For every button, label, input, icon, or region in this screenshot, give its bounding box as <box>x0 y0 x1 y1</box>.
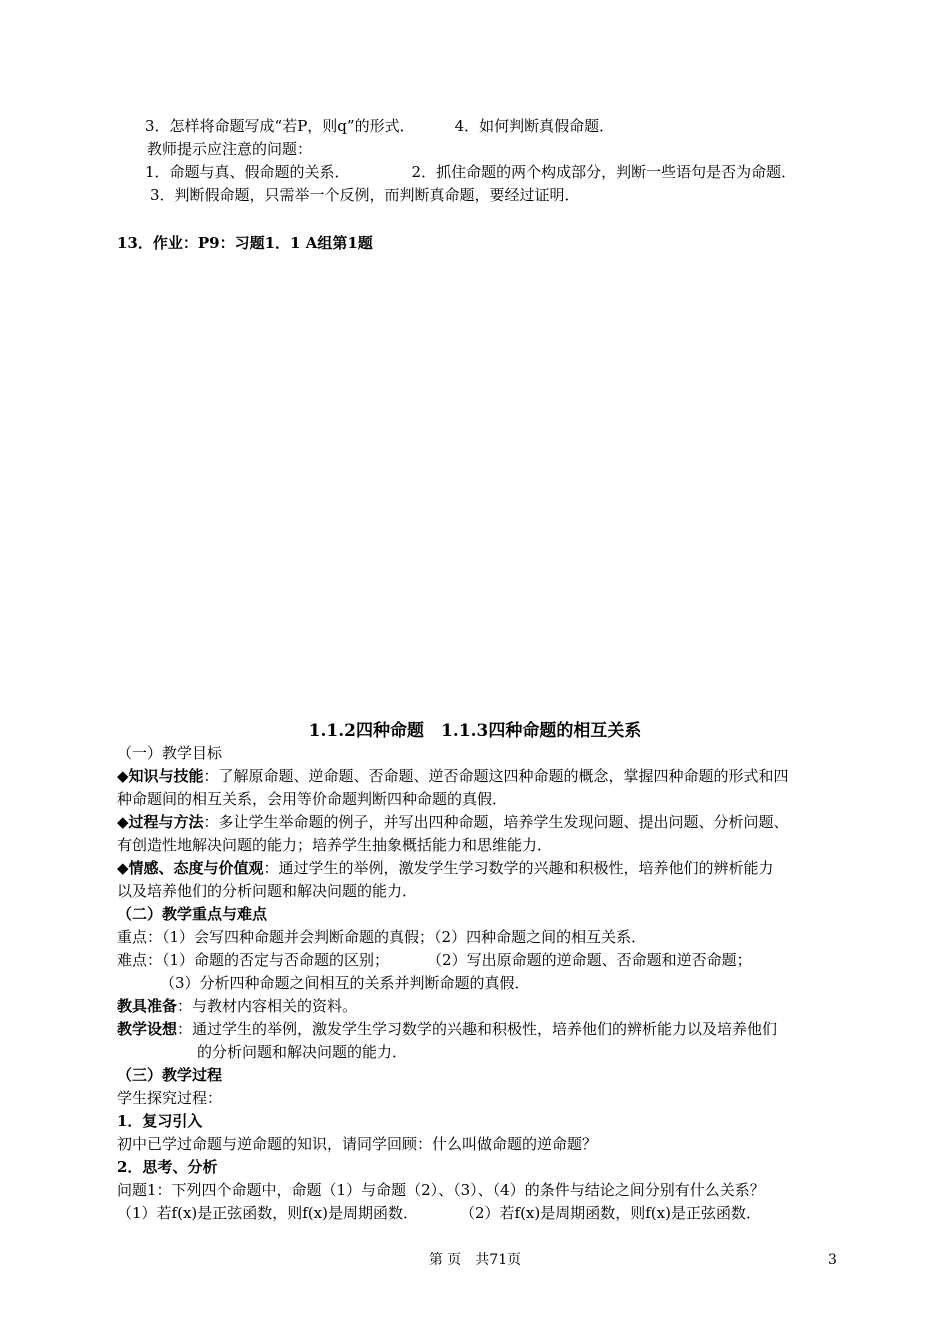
question-1: 问题1：下列四个命题中，命题（1）与命题（2）、（3）、（4）的条件与结论之间分别有什么关系？ <box>117 1181 765 1199</box>
process-text: ：多让学生举命题的例子，并写出四种命题，培养学生发现问题、提出问题、分析问题、 <box>203 813 789 831</box>
hint-1: 1．命题与真、假命题的关系． <box>145 163 350 181</box>
idea-label: 教学设想 <box>117 1020 178 1038</box>
process-line-2: 有创造性地解决问题的能力；培养学生抽象概括能力和思维能力． <box>117 836 553 854</box>
question-items <box>117 1202 761 1224</box>
idea-line-2: 的分析问题和解决问题的能力． <box>197 1043 408 1061</box>
keypoints-heading: （二）教学重点与难点 <box>117 905 268 923</box>
page-footer: 第 页 共71页 <box>428 1252 522 1268</box>
explore-line: 学生探究过程： <box>117 1089 223 1107</box>
emotion-label: ◆情感、态度与价值观 <box>117 859 264 877</box>
review-heading: 1．复习引入 <box>117 1112 203 1130</box>
key-line: 重点：（1）会写四种命题并会判断命题的真假；（2）四种命题之间的相互关系． <box>117 928 647 946</box>
knowledge-line-2: 种命题间的相互关系，会用等价命题判断四种命题的真假． <box>117 790 508 808</box>
difficulty-b: （2）写出原命题的逆命题、否命题和逆否命题； <box>427 951 752 969</box>
idea-line-1 <box>117 1018 777 1040</box>
hint-2: 2．抓住命题的两个构成部分，判断一些语句是否为命题． <box>411 163 797 181</box>
think-heading: 2．思考、分析 <box>117 1158 218 1176</box>
idea-text: ：通过学生的举例，激发学生学习数学的兴趣和积极性，培养他们的辨析能力以及培养他们 <box>177 1020 778 1038</box>
section-title: 1.1.2四种命题 1.1.3四种命题的相互关系 <box>308 721 642 741</box>
emotion-line-2: 以及培养他们的分析问题和解决问题的能力． <box>117 882 418 900</box>
teacher-hint-heading: 教师提示应注意的问题： <box>147 140 313 158</box>
tools-line <box>117 995 357 1017</box>
difficulty-line-1 <box>117 949 752 971</box>
text-line <box>145 115 614 137</box>
point-3: 3．怎样将命题写成“若P，则q”的形式． <box>145 117 415 135</box>
process-heading: （三）教学过程 <box>117 1066 223 1084</box>
text-line <box>145 161 796 183</box>
tools-text: ：与教材内容相关的资料。 <box>177 997 358 1015</box>
review-text: 初中已学过命题与逆命题的知识，请同学回顾：什么叫做命题的逆命题？ <box>117 1135 598 1153</box>
page-number: 3 <box>828 1252 837 1268</box>
item-1: （1）若f(x)是正弦函数，则f(x)是周期函数． <box>117 1204 418 1222</box>
process-line-1 <box>117 811 789 833</box>
item-2: （2）若f(x)是周期函数，则f(x)是正弦函数． <box>459 1204 761 1222</box>
homework-line: 13．作业：P9：习题1．1 A组第1题 <box>117 234 373 252</box>
objectives-heading: （一）教学目标 <box>117 744 223 762</box>
emotion-line-1 <box>117 857 774 879</box>
difficulty-a: 难点：（1）命题的否定与否命题的区别； <box>117 951 390 969</box>
knowledge-line-1 <box>117 765 789 787</box>
knowledge-text: ：了解原命题、逆命题、否命题、逆否命题这四种命题的概念，掌握四种命题的形式和四 <box>203 767 789 785</box>
hint-3: 3．判断假命题，只需举一个反例，而判断真命题，要经过证明． <box>150 186 580 204</box>
knowledge-label: ◆知识与技能 <box>117 767 204 785</box>
difficulty-line-2: （3）分析四种命题之间相互的关系并判断命题的真假． <box>160 974 530 992</box>
point-4: 4．如何判断真假命题． <box>454 117 615 135</box>
emotion-text: ：通过学生的举例，激发学生学习数学的兴趣和积极性，培养他们的辨析能力 <box>263 859 774 877</box>
process-label: ◆过程与方法 <box>117 813 204 831</box>
tools-label: 教具准备 <box>117 997 178 1015</box>
